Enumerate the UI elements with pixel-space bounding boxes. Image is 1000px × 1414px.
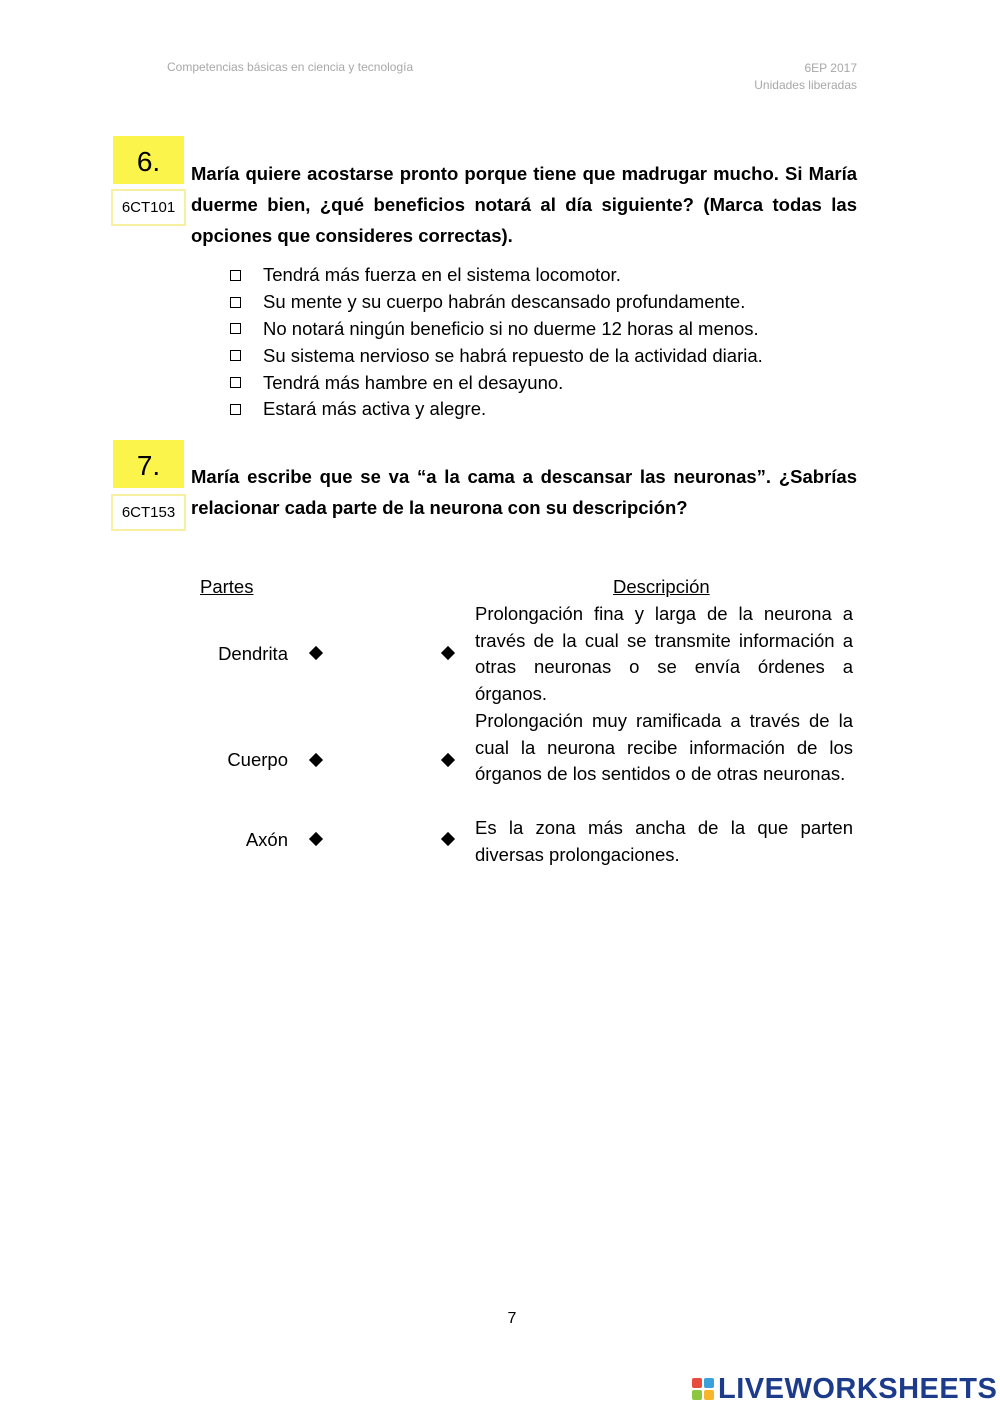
checkbox-icon[interactable]: [230, 350, 241, 361]
question-6-text: María quiere acostarse pronto porque tiene que madrugar mucho. Si María duerme bien, ¿qué beneficios notará al día siguiente? (Marca todas las opciones que consideres correctas).: [191, 163, 857, 246]
checkbox-icon[interactable]: [230, 270, 241, 281]
description-1: Prolongación fina y larga de la neurona a través de la cual se transmite información a otras neuronas o se envía órdenes a órganos.: [475, 603, 853, 705]
checkbox-icon[interactable]: [230, 323, 241, 334]
match-dot-desc-1[interactable]: [441, 646, 455, 660]
header-exam-subtitle: Unidades liberadas: [754, 78, 857, 92]
checkbox-icon[interactable]: [230, 377, 241, 388]
logo-letter-square: [704, 1378, 714, 1388]
logo-squares-icon: [692, 1378, 714, 1400]
logo-letter-square: [692, 1390, 702, 1400]
header-subject: Competencias básicas en ciencia y tecnología: [167, 60, 414, 74]
checkbox-icon[interactable]: [230, 297, 241, 308]
option-item[interactable]: [228, 289, 763, 316]
option-label: Tendrá más hambre en el desayuno.: [263, 371, 564, 393]
option-item[interactable]: [228, 342, 763, 369]
option-label: Estará más activa y alegre.: [263, 398, 487, 420]
description-2: Prolongación muy ramificada a través de la cual la neurona recibe información de los órganos de los sentidos o de otras neuronas.: [475, 710, 853, 785]
page-number: 7: [507, 1310, 517, 1327]
part-cuerpo: Cuerpo: [227, 749, 288, 770]
logo-letter-square: [704, 1390, 714, 1400]
parts-column-heading: Partes: [200, 576, 254, 597]
question-7-text: María escribe que se va “a la cama a descansar las neuronas”. ¿Sabrías relacionar cada parte de la neurona con su descripción?: [191, 466, 857, 518]
description-column-heading: Descripción: [613, 576, 710, 597]
logo-letter-square: [692, 1378, 702, 1388]
option-item[interactable]: [228, 369, 763, 396]
match-dot-part-1[interactable]: [309, 646, 323, 660]
option-item[interactable]: [228, 396, 763, 423]
part-axon: Axón: [245, 829, 288, 850]
option-label: Su sistema nervioso se habrá repuesto de la actividad diaria.: [263, 344, 763, 366]
option-item[interactable]: [228, 316, 763, 343]
header-exam-year: 6EP 2017: [804, 61, 857, 75]
option-label: Tendrá más fuerza en el sistema locomotor.: [263, 264, 621, 286]
question-6-options: [228, 262, 763, 423]
question-7-code: 6CT153: [111, 494, 186, 531]
match-dot-part-3[interactable]: [309, 832, 323, 846]
option-label: Su mente y su cuerpo habrán descansado profundamente.: [263, 291, 746, 313]
match-dot-part-2[interactable]: [309, 753, 323, 767]
option-item[interactable]: [228, 262, 763, 289]
question-6-code: 6CT101: [111, 189, 186, 226]
description-3: Es la zona más ancha de la que parten diversas prolongaciones.: [475, 817, 853, 865]
header-exam-info: [754, 60, 857, 94]
part-dendrita: Dendrita: [218, 643, 288, 664]
option-label: No notará ningún beneficio si no duerme 12 horas al menos.: [263, 317, 759, 339]
match-dot-desc-2[interactable]: [441, 753, 455, 767]
question-7-number: 7.: [113, 440, 184, 488]
liveworksheets-logo: [692, 1374, 997, 1404]
question-6-number: 6.: [113, 136, 184, 184]
logo-text: LIVEWORKSHEETS: [718, 1373, 998, 1405]
match-dot-desc-3[interactable]: [441, 832, 455, 846]
checkbox-icon[interactable]: [230, 404, 241, 415]
